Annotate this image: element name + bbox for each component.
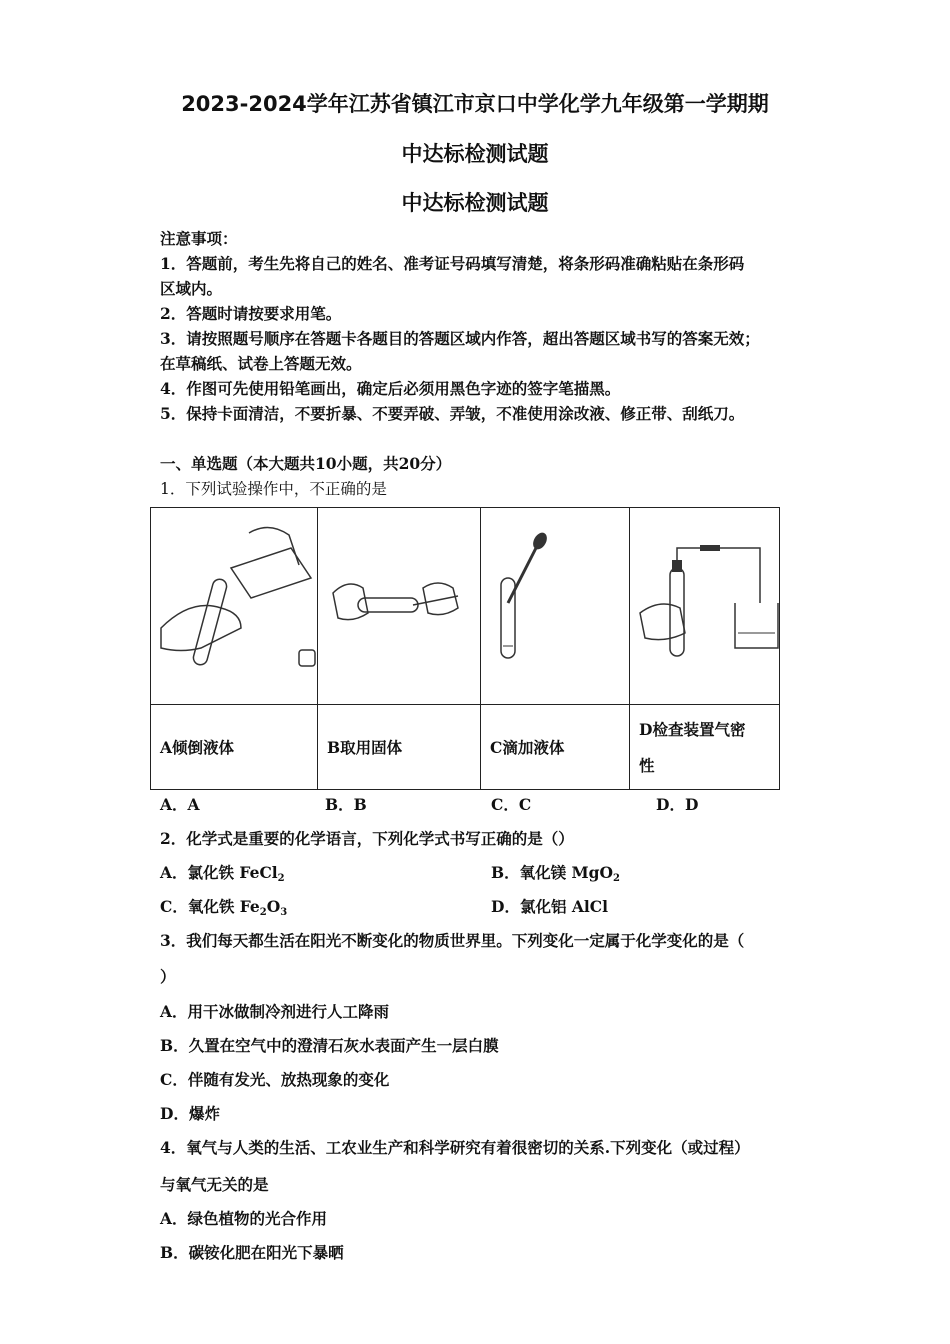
- label-d: [630, 705, 780, 790]
- q2-choice-d[interactable]: D．氯化铝 AlCl: [491, 897, 608, 916]
- q3-option-a[interactable]: A．用干冰做制冷剂进行人工降雨: [160, 1002, 390, 1021]
- q2-choice-b[interactable]: [491, 861, 620, 884]
- q1-choice-b[interactable]: B．B: [325, 795, 367, 814]
- q1-choice-d[interactable]: D．D: [656, 795, 699, 814]
- page-title-line3: 中达标检测试题: [401, 191, 549, 215]
- airtightness-figure: [630, 508, 780, 705]
- q3-option-b[interactable]: B．久置在空气中的澄清石灰水表面产生一层白膜: [160, 1036, 499, 1055]
- question-1-stem: 1．下列试验操作中，不正确的是: [160, 480, 387, 498]
- operations-table: [150, 507, 780, 790]
- notes-item: 4．作图可先使用铅笔画出，确定后必须用黑色字迹的签字笔描黑。: [160, 379, 621, 398]
- airtightness-icon: [630, 508, 779, 700]
- question-3-stem-line2: ）: [160, 967, 176, 986]
- notes-heading: 注意事项：: [160, 229, 238, 248]
- q4-option-a[interactable]: A．绿色植物的光合作用: [160, 1209, 328, 1228]
- q2-a-text: A．氯化铁 FeCl: [160, 863, 278, 882]
- q1-choice-c[interactable]: C．C: [491, 795, 532, 814]
- q2-choice-a[interactable]: [160, 861, 285, 884]
- section-heading: 一、单选题（本大题共10小题，共20分）: [160, 454, 452, 473]
- q2-c-sub2: 3: [280, 907, 288, 918]
- page-title-line2: 中达标检测试题: [401, 142, 549, 166]
- question-4-stem-line1: 4．氧气与人类的生活、工农业生产和科学研究有着很密切的关系.下列变化（或过程）: [160, 1138, 750, 1157]
- notes-item: 区域内。: [160, 279, 223, 298]
- q2-b-text: B．氧化镁 MgO: [491, 863, 613, 882]
- q2-c-mid: O: [266, 897, 281, 916]
- question-4-stem-line2: 与氧气无关的是: [160, 1175, 269, 1194]
- q2-a-sub: 2: [277, 873, 285, 884]
- drop-liquid-figure: [481, 508, 630, 705]
- notes-item: 3．请按照题号顺序在答题卡各题目的答题区域内作答，超出答题区域书写的答案无效；: [160, 329, 760, 348]
- label-b: B取用固体: [318, 705, 481, 790]
- q2-choice-c[interactable]: [160, 895, 287, 918]
- take-solid-icon: [318, 508, 480, 700]
- notes-item: 2．答题时请按要求用笔。: [160, 304, 342, 323]
- q2-c-text: C．氧化铁 Fe: [160, 897, 260, 916]
- notes-item: 在草稿纸、试卷上答题无效。: [160, 354, 362, 373]
- label-a: A倾倒液体: [151, 705, 318, 790]
- q3-option-c[interactable]: C．伴随有发光、放热现象的变化: [160, 1070, 390, 1089]
- q2-b-sub: 2: [613, 873, 620, 884]
- q4-option-b[interactable]: B．碳铵化肥在阳光下暴晒: [160, 1243, 344, 1262]
- question-2-stem: 2．化学式是重要的化学语言，下列化学式书写正确的是（）: [160, 829, 574, 848]
- q1-choice-a[interactable]: A．A: [160, 795, 200, 814]
- q3-option-d[interactable]: D．爆炸: [160, 1104, 220, 1123]
- take-solid-figure: [318, 508, 481, 705]
- page-title-line1: 2023-2024学年江苏省镇江市京口中学化学九年级第一学期期: [181, 92, 769, 116]
- pour-liquid-figure: [151, 508, 318, 705]
- label-c: C滴加液体: [481, 705, 630, 790]
- notes-item: 1．答题前，考生先将自己的姓名、准考证号码填写清楚，将条形码准确粘贴在条形码: [160, 254, 745, 273]
- label-d-line1: D检查装置气密: [639, 720, 746, 739]
- notes-item: 5．保持卡面清洁，不要折暴、不要弄破、弄皱，不准使用涂改液、修正带、刮纸刀。: [160, 404, 745, 423]
- question-3-stem-line1: 3．我们每天都生活在阳光不断变化的物质世界里。下列变化一定属于化学变化的是（: [160, 931, 745, 950]
- q2-c-sub1: 2: [259, 907, 267, 918]
- pour-liquid-icon: [151, 508, 317, 700]
- dropper-icon: [481, 508, 629, 700]
- label-d-line2: 性: [639, 756, 655, 775]
